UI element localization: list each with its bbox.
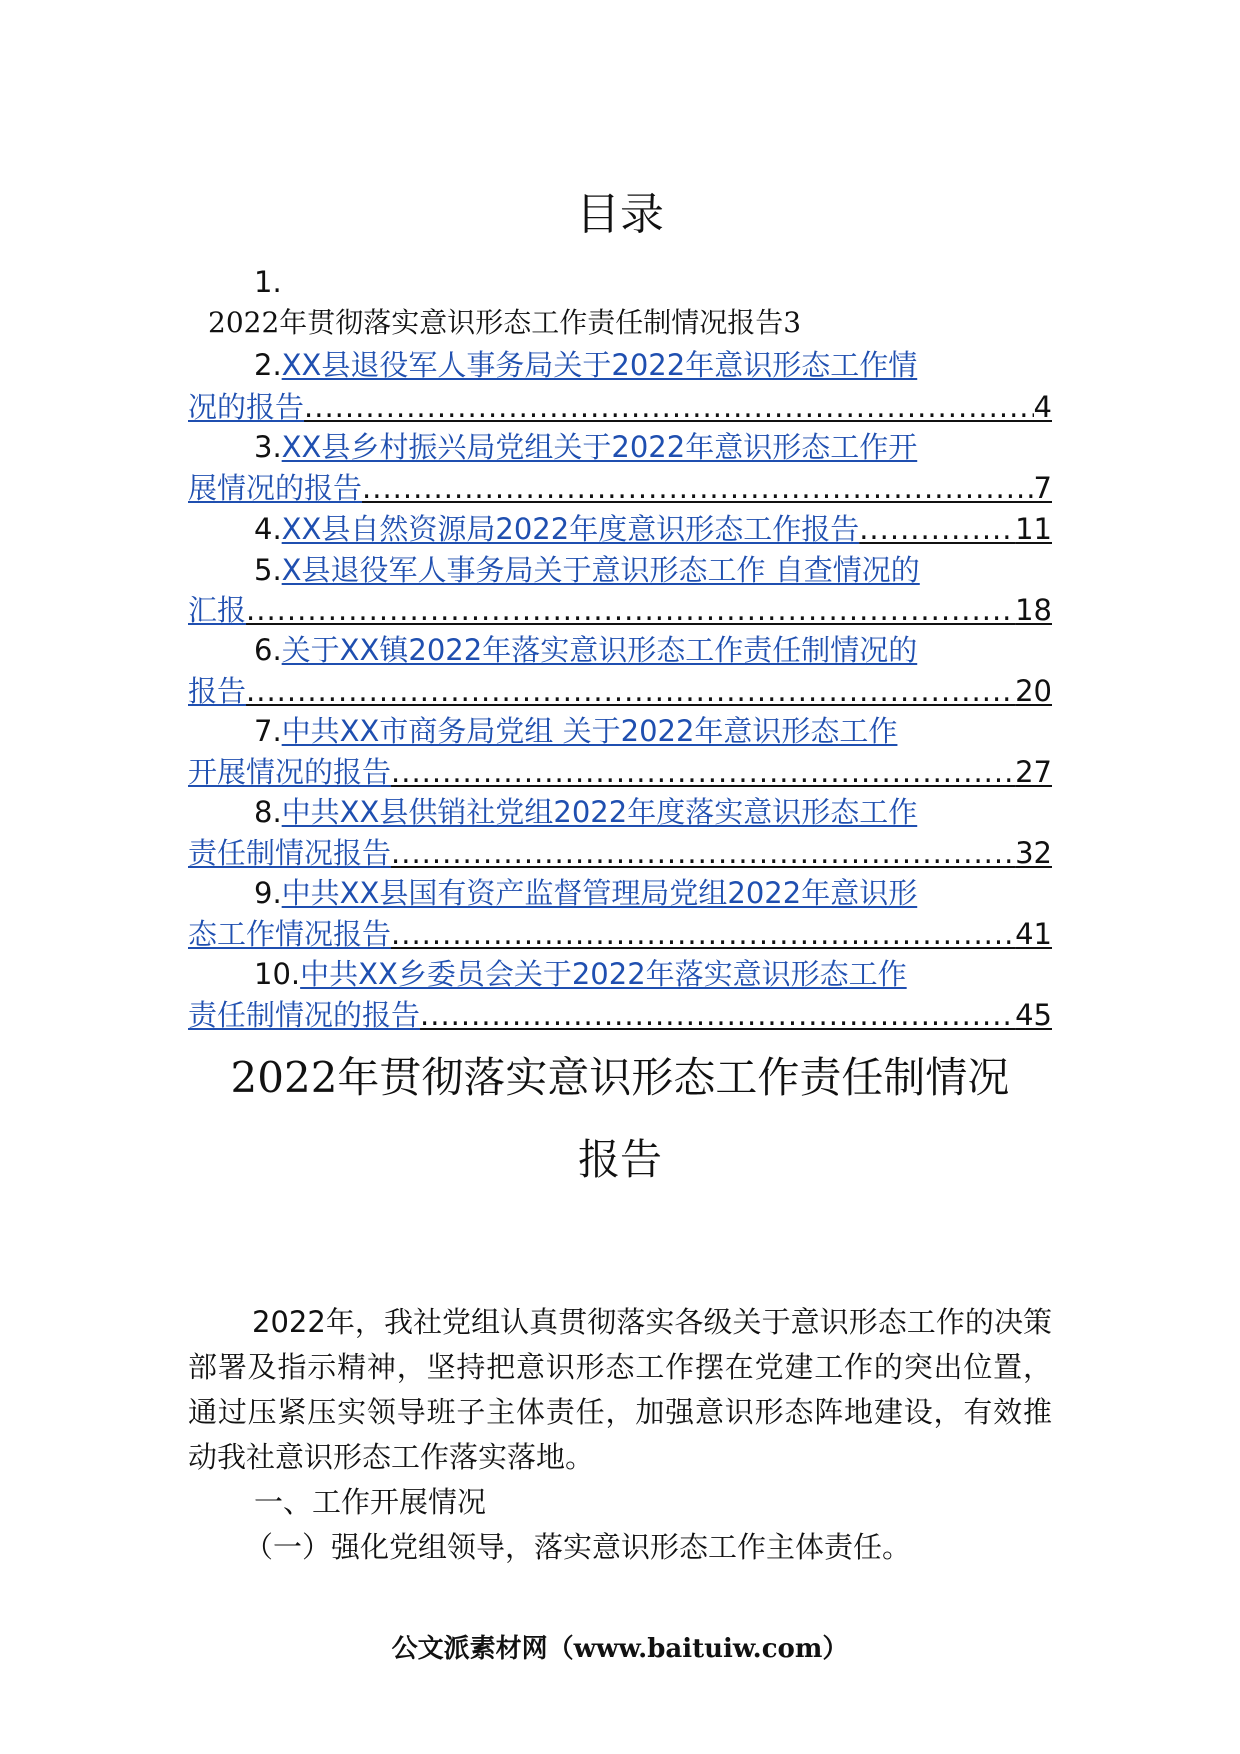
toc-leader-dots bbox=[859, 507, 1015, 552]
report-title: 2022年贯彻落实意识形态工作责任制情况 bbox=[230, 1053, 1010, 1102]
toc-entry-page[interactable]: 4 bbox=[1033, 390, 1052, 424]
toc-entry-link[interactable]: XX县退役军人事务局关于2022年意识形态工作情 bbox=[281, 348, 918, 382]
toc-leader-dots bbox=[391, 831, 1015, 876]
toc-entry-3 bbox=[188, 425, 1052, 470]
toc-leader-dots bbox=[391, 750, 1015, 795]
toc-leader-dots bbox=[362, 466, 1034, 511]
toc-entry-7-continued bbox=[188, 750, 1052, 795]
toc-entry-1[interactable] bbox=[208, 300, 1052, 345]
toc-entry-link[interactable]: 责任制情况的报告 bbox=[188, 998, 421, 1032]
toc-entry-number: 4. bbox=[254, 512, 282, 546]
toc-entry-4 bbox=[188, 507, 1052, 552]
toc-entry-link[interactable]: 开展情况的报告 bbox=[188, 755, 392, 789]
toc-entry-page: 3 bbox=[783, 306, 802, 339]
toc-entry-9-continued bbox=[188, 912, 1052, 957]
section-heading: 一、工作开展情况 bbox=[254, 1485, 487, 1519]
toc-entry-page[interactable]: 18 bbox=[1015, 593, 1052, 627]
toc-entry-3-continued bbox=[188, 466, 1052, 511]
toc-entry-10-continued bbox=[188, 993, 1052, 1038]
toc-entry-number: 1. bbox=[254, 265, 282, 299]
toc-entry-8 bbox=[188, 790, 1052, 835]
toc-entry-link[interactable]: 报告 bbox=[188, 674, 247, 708]
toc-leader-dots bbox=[420, 993, 1015, 1038]
intro-paragraph: 2022年，我社党组认真贯彻落实各级关于意识形态工作的决策部署及指示精神，坚持把意识形态工作摆在党建工作的突出位置，通过压紧压实领导班子主体责任，加强意识形态阵地建设，有效推动我社意识形态工作落实落地。 bbox=[188, 1305, 1052, 1474]
toc-entry-link[interactable]: 况的报告 bbox=[188, 390, 305, 424]
toc-entry-page[interactable]: 20 bbox=[1015, 674, 1052, 708]
toc-entry-6-continued bbox=[188, 669, 1052, 714]
toc-entry-page[interactable]: 32 bbox=[1015, 836, 1052, 870]
toc-entry-number: 3. bbox=[254, 430, 282, 464]
toc-entry-number: 5. bbox=[254, 553, 282, 587]
toc-entry-2 bbox=[188, 343, 1052, 388]
toc-entry-5-continued bbox=[188, 588, 1052, 633]
toc-entry-number: 7. bbox=[254, 714, 282, 748]
toc-entry-number: 9. bbox=[254, 876, 282, 910]
toc-entry-1-number bbox=[188, 260, 1052, 305]
toc-entry-page[interactable]: 45 bbox=[1015, 998, 1052, 1032]
subsection-heading: （一）强化党组领导，落实意识形态工作主体责任。 bbox=[244, 1530, 912, 1564]
toc-entry-link[interactable]: 态工作情况报告 bbox=[188, 917, 392, 951]
toc-entry-number: 8. bbox=[254, 795, 282, 829]
toc-entry-link[interactable]: 展情况的报告 bbox=[188, 471, 363, 505]
toc-entry-text: 2022年贯彻落实意识形态工作责任制情况报告 bbox=[208, 306, 784, 339]
toc-entry-link[interactable]: XX县自然资源局2022年度意识形态工作报告 bbox=[281, 512, 860, 546]
toc-entry-link[interactable]: 中共XX市商务局党组 关于2022年意识形态工作 bbox=[281, 714, 898, 748]
toc-leader-dots bbox=[246, 669, 1015, 714]
toc-entry-link[interactable]: 汇报 bbox=[188, 593, 247, 627]
toc-entry-number: 2. bbox=[254, 348, 282, 382]
toc-entry-page[interactable]: 41 bbox=[1015, 917, 1052, 951]
footer-watermark: 公文派素材网（www.baituiw.com） bbox=[391, 1634, 849, 1664]
toc-entry-link[interactable]: 中共XX县供销社党组2022年度落实意识形态工作 bbox=[281, 795, 918, 829]
toc-entry-link[interactable]: XX县乡村振兴局党组关于2022年意识形态工作开 bbox=[281, 430, 918, 464]
toc-leader-dots bbox=[304, 385, 1034, 430]
toc-entry-10 bbox=[188, 952, 1052, 997]
toc-entry-7 bbox=[188, 709, 1052, 754]
toc-entry-page[interactable]: 27 bbox=[1015, 755, 1052, 789]
toc-entry-6 bbox=[188, 628, 1052, 673]
report-body bbox=[188, 1300, 1052, 1570]
toc-entry-8-continued bbox=[188, 831, 1052, 876]
toc-entry-number: 10. bbox=[254, 957, 301, 991]
toc-entry-link[interactable]: 关于XX镇2022年落实意识形态工作责任制情况的 bbox=[281, 633, 918, 667]
toc-entry-link[interactable]: X县退役军人事务局关于意识形态工作 自查情况的 bbox=[281, 553, 920, 587]
toc-leader-dots bbox=[246, 588, 1015, 633]
toc-entry-page[interactable]: 11 bbox=[1015, 512, 1052, 546]
toc-entry-link[interactable]: 责任制情况报告 bbox=[188, 836, 392, 870]
toc-title: 目录 bbox=[576, 189, 664, 240]
toc-entry-5 bbox=[188, 548, 1052, 593]
toc-entry-page[interactable]: 7 bbox=[1033, 471, 1052, 505]
report-title-continued: 报告 bbox=[577, 1135, 662, 1184]
toc-entry-link[interactable]: 中共XX县国有资产监督管理局党组2022年意识形 bbox=[281, 876, 918, 910]
toc-entry-9 bbox=[188, 871, 1052, 916]
toc-leader-dots bbox=[391, 912, 1015, 957]
toc-entry-2-continued bbox=[188, 385, 1052, 430]
toc-entry-number: 6. bbox=[254, 633, 282, 667]
toc-entry-link[interactable]: 中共XX乡委员会关于2022年落实意识形态工作 bbox=[300, 957, 907, 991]
